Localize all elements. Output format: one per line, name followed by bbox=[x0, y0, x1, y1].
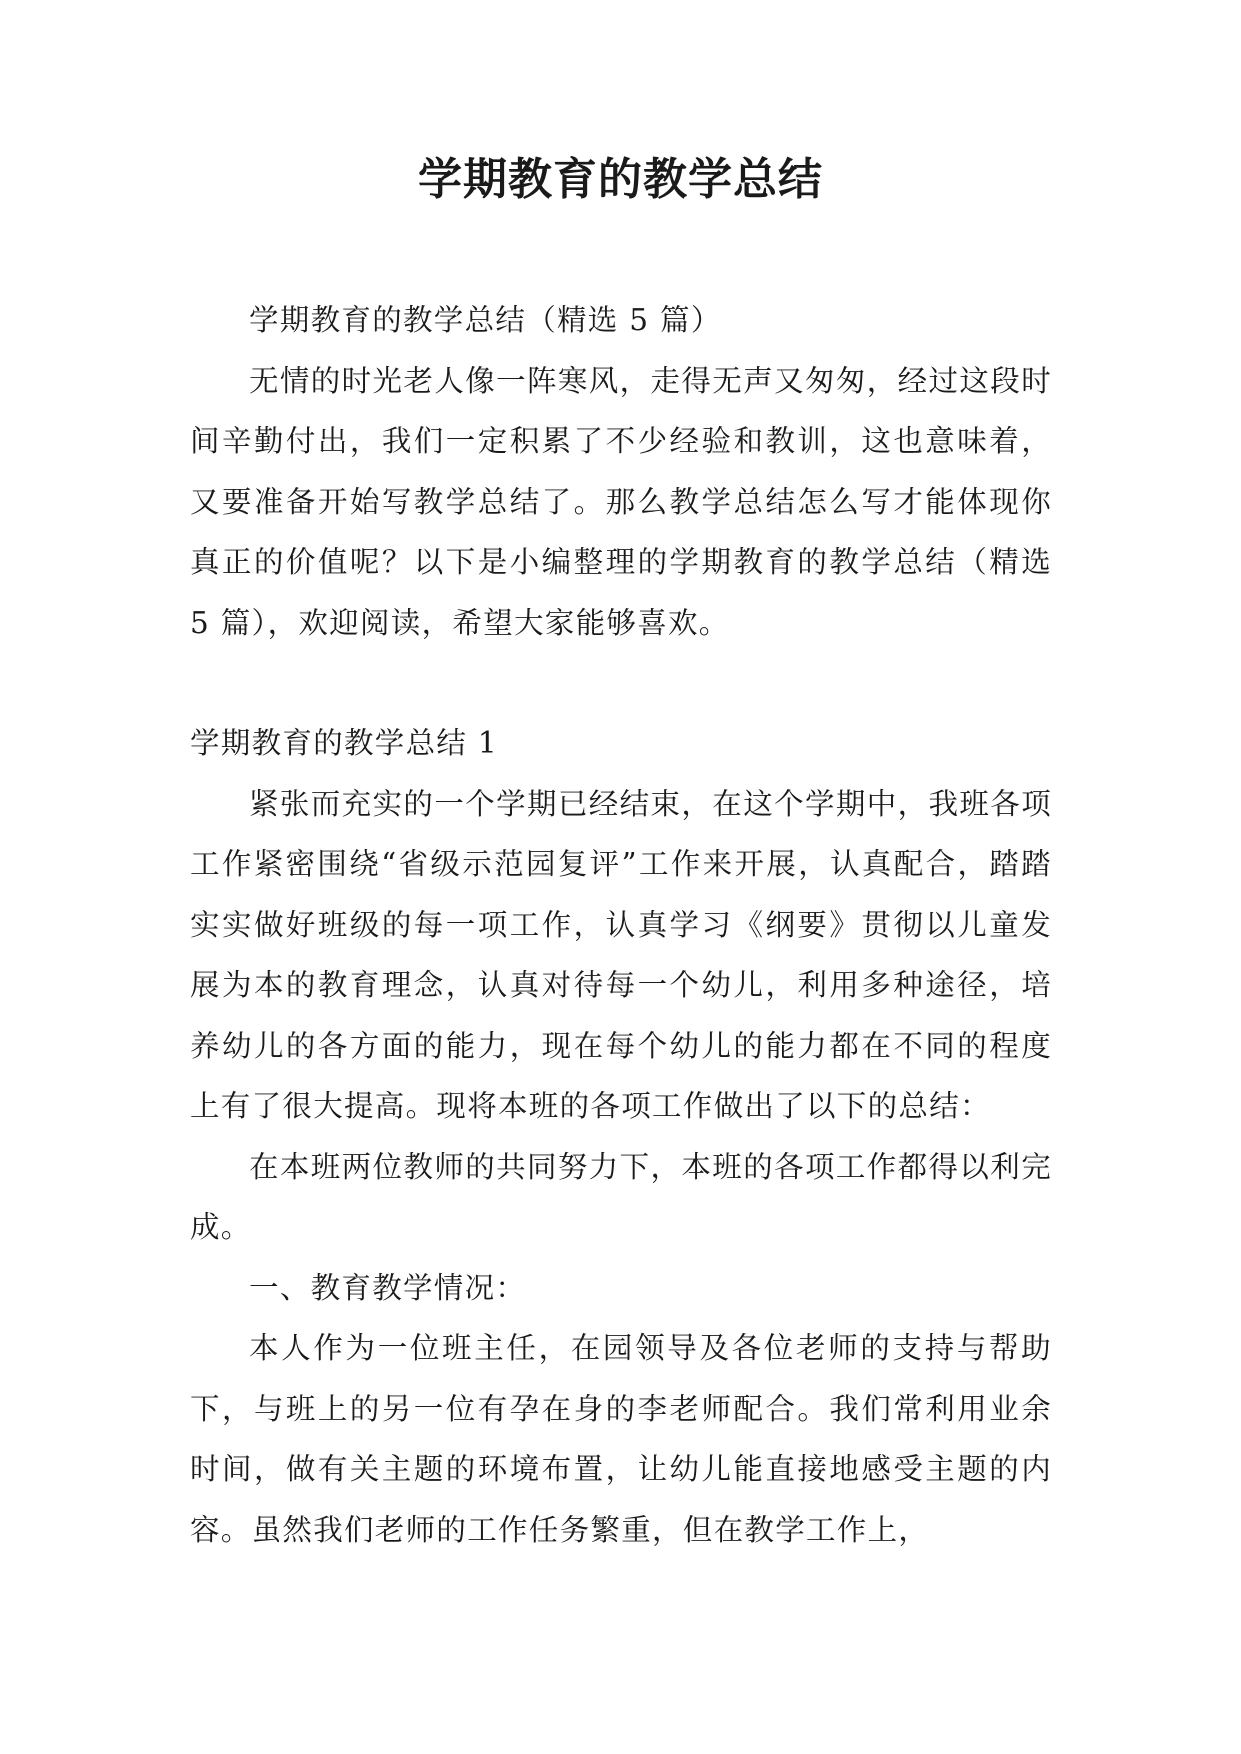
document-subtitle: 学期教育的教学总结（精选 5 篇） bbox=[249, 303, 722, 337]
body-paragraph: 在本班两位教师的共同努力下，本班的各项工作都得以利完成。 bbox=[190, 1149, 1052, 1244]
body-paragraph: 本人作为一位班主任，在园领导及各位老师的支持与帮助下，与班上的另一位有孕在身的李老师配合。我们常利用业余时间，做有关主题的环境布置，让幼儿能直接地感受主题的内容。虽然我们老师的工作任务繁重，但在教学工作上， bbox=[190, 1331, 1052, 1547]
intro-paragraph: 无情的时光老人像一阵寒风，走得无声又匆匆，经过这段时间辛勤付出，我们一定积累了不少经验和教训，这也意味着，又要准备开始写教学总结了。那么教学总结怎么写才能体现你真正的价值呢？以下是小编整理的学期教育的教学总结（精选 5 篇），欢迎阅读，希望大家能够喜欢。 bbox=[190, 363, 1052, 640]
subheading: 一、教育教学情况： bbox=[249, 1270, 527, 1305]
section-gap bbox=[190, 653, 1052, 713]
document-body bbox=[190, 290, 1052, 1560]
section-heading: 学期教育的教学总结 1 bbox=[190, 726, 498, 760]
document-title: 学期教育的教学总结 bbox=[418, 154, 823, 205]
body-paragraph: 紧张而充实的一个学期已经结束，在这个学期中，我班各项工作紧密围绕“省级示范园复评”工作来开展，认真配合，踏踏实实做好班级的每一项工作，认真学习《纲要》贯彻以儿童发展为本的教育理念，认真对待每一个幼儿，利用多种途径，培养幼儿的各方面的能力，现在每个幼儿的能力都在不同的程度上有了很大提高。现将本班的各项工作做出了以下的总结： bbox=[190, 786, 1052, 1123]
